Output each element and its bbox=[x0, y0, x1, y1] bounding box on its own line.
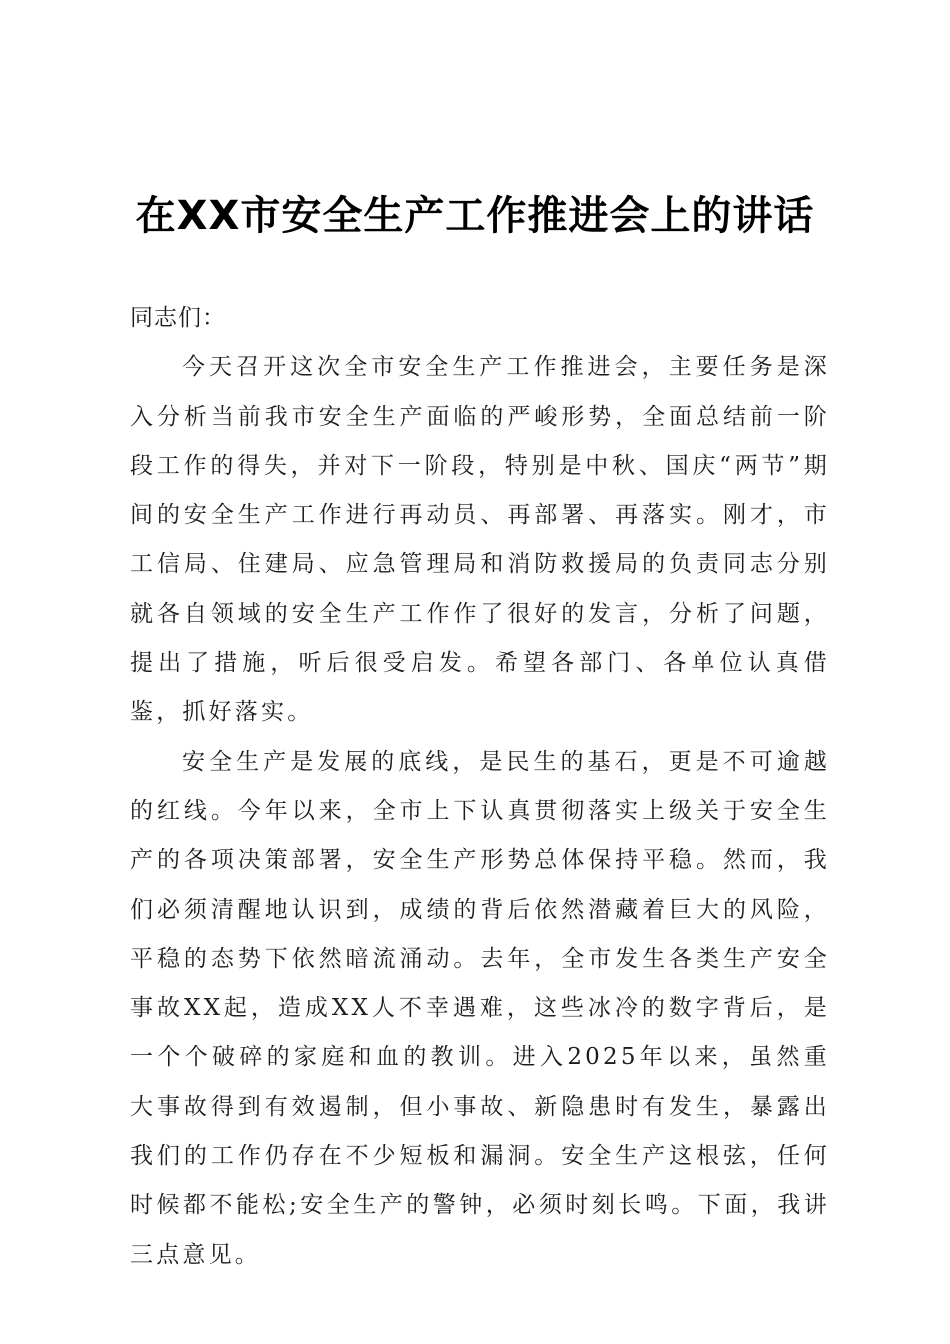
document-title: 在XX市安全生产工作推进会上的讲话 bbox=[135, 193, 815, 239]
document-body bbox=[130, 294, 830, 1280]
salutation: 同志们： bbox=[130, 305, 226, 331]
paragraph-1: 今天召开这次全市安全生产工作推进会，主要任务是深入分析当前我市安全生产面临的严峻形势，全面总结前一阶段工作的得失，并对下一阶段，特别是中秋、国庆“两节”期间的安全生产工作进行再动员、再部署、再落实。刚才，市工信局、住建局、应急管理局和消防救援局的负责同志分别就各自领域的安全生产工作作了很好的发言，分析了问题，提出了措施，听后很受启发。希望各部门、各单位认真借鉴，抓好落实。 bbox=[130, 354, 830, 726]
paragraph-2: 安全生产是发展的底线，是民生的基石，更是不可逾越的红线。今年以来，全市上下认真贯彻落实上级关于安全生产的各项决策部署，安全生产形势总体保持平稳。然而，我们必须清醒地认识到，成绩的背后依然潜藏着巨大的风险，平稳的态势下依然暗流涌动。去年，全市发生各类生产安全事故XX起，造成XX人不幸遇难，这些冰冷的数字背后，是一个个破碎的家庭和血的教训。进入2025年以来，虽然重大事故得到有效遏制，但小事故、新隐患时有发生，暴露出我们的工作仍存在不少短板和漏洞。安全生产这根弦，任何时候都不能松;安全生产的警钟，必须时刻长鸣。下面，我讲三点意见。 bbox=[130, 748, 830, 1268]
